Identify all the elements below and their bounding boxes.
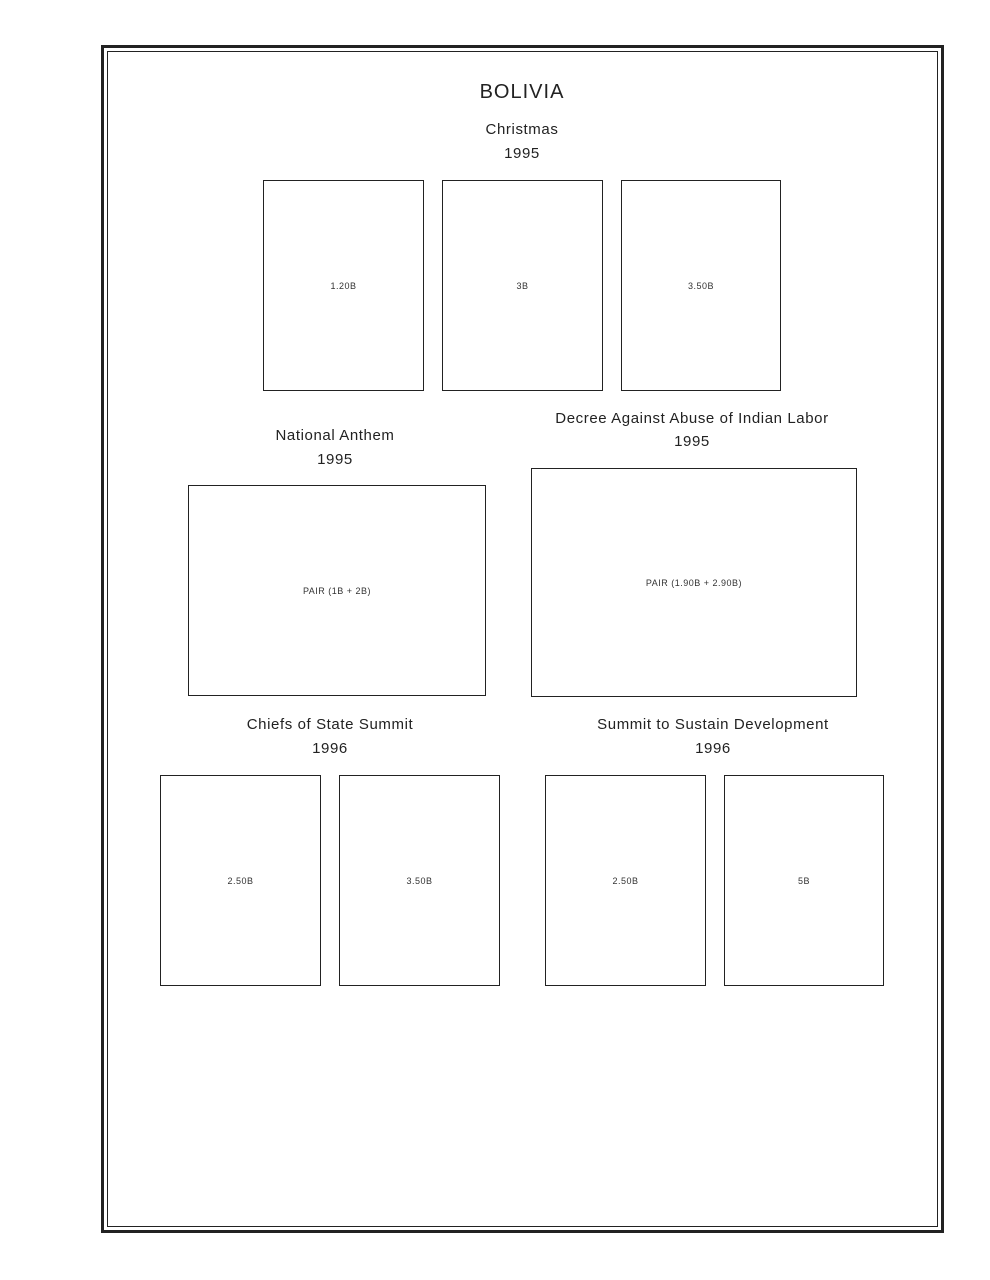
set-year-christmas: 1995 [504,145,540,162]
set-year-decree: 1995 [674,433,710,450]
stamp-denomination: 2.50B [612,875,639,886]
stamp-denomination: 5B [797,875,811,886]
stamp-box-summit-1[interactable] [545,775,706,986]
set-title-decree: Decree Against Abuse of Indian Labor [555,410,829,427]
stamp-box-christmas-2[interactable] [442,180,603,391]
stamp-denomination: 2.50B [227,875,254,886]
set-title-chiefs: Chiefs of State Summit [246,716,414,733]
stamp-box-decree-pair[interactable] [531,468,857,697]
stamp-denomination: 3.50B [406,875,433,886]
set-year-summit: 1996 [695,740,731,757]
stamp-denomination: PAIR (1B + 2B) [302,585,372,596]
stamp-box-christmas-3[interactable] [621,180,781,391]
stamp-box-chiefs-1[interactable] [160,775,321,986]
set-title-summit: Summit to Sustain Development [597,716,829,733]
stamp-denomination: PAIR (1.90B + 2.90B) [645,577,743,588]
stamp-denomination: 1.20B [330,280,357,291]
set-title-national-anthem: National Anthem [275,427,395,444]
stamp-box-national-anthem-pair[interactable] [188,485,486,696]
set-year-chiefs: 1996 [312,740,348,757]
stamp-denomination: 3.50B [687,280,715,291]
set-year-national-anthem: 1995 [317,451,353,468]
stamp-box-chiefs-2[interactable] [339,775,500,986]
stamp-box-christmas-1[interactable] [263,180,424,391]
set-title-christmas: Christmas [485,121,559,138]
country-title: BOLIVIA [479,81,565,103]
stamp-denomination: 3B [516,280,529,291]
stamp-box-summit-2[interactable] [724,775,884,986]
